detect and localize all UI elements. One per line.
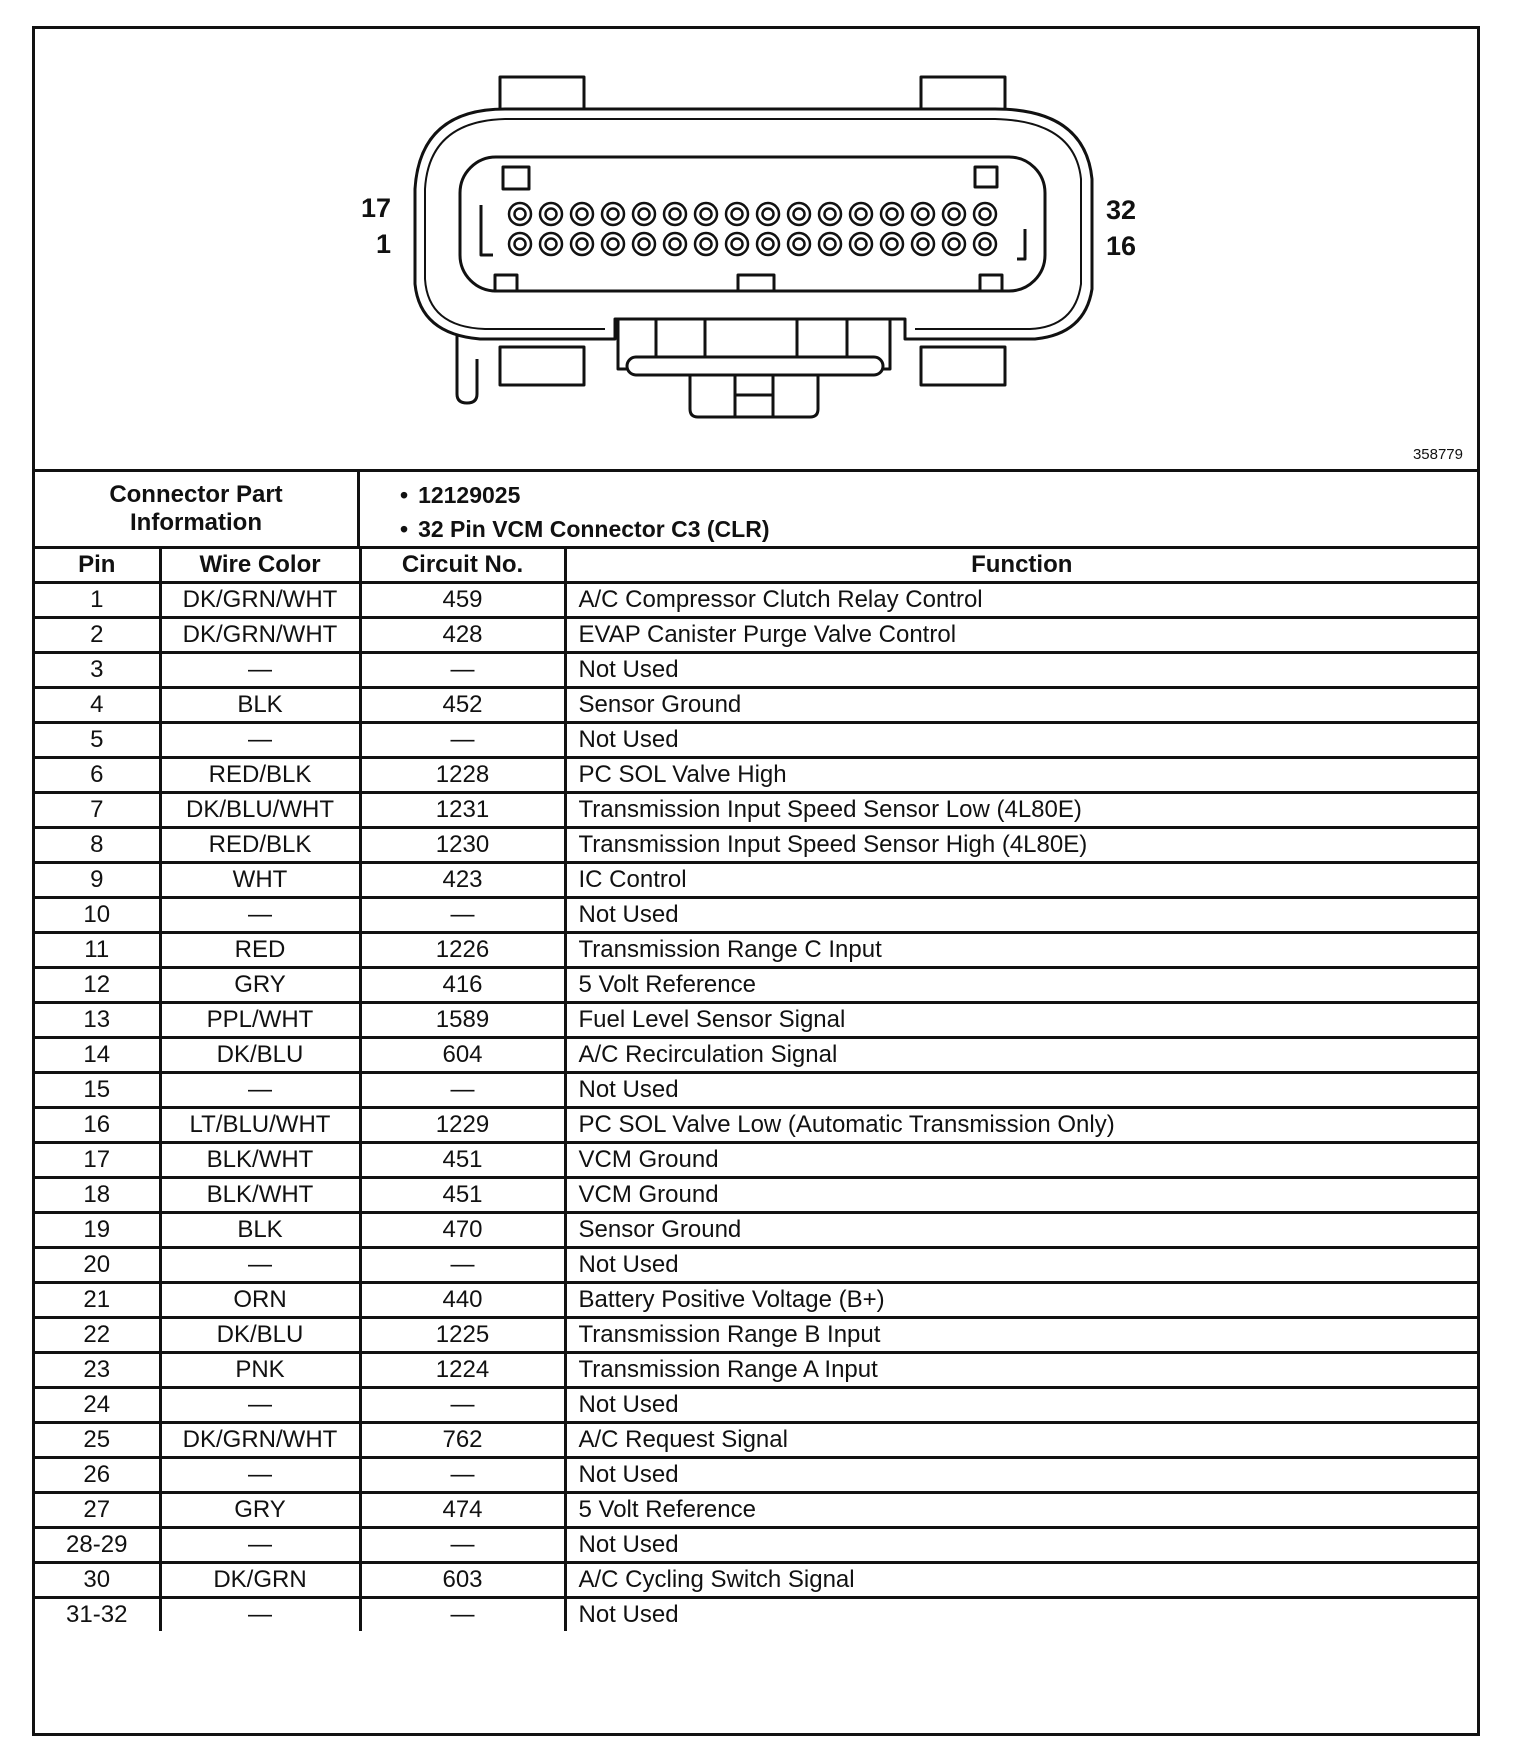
cell-wire-color: GRY xyxy=(160,968,360,1003)
cell-pin: 9 xyxy=(35,863,160,898)
cell-circuit-no: — xyxy=(360,898,565,933)
cell-wire-color: BLK xyxy=(160,1213,360,1248)
lock-bar xyxy=(627,357,883,375)
cell-pin: 1 xyxy=(35,583,160,618)
cell-function: VCM Ground xyxy=(565,1178,1477,1213)
connector-info-item: • 32 Pin VCM Connector C3 (CLR) xyxy=(400,516,770,542)
cell-function: VCM Ground xyxy=(565,1143,1477,1178)
cell-circuit-no: 451 xyxy=(360,1178,565,1213)
table-row xyxy=(35,1388,1477,1423)
cell-wire-color: WHT xyxy=(160,863,360,898)
cell-function: PC SOL Valve Low (Automatic Transmission Only) xyxy=(565,1108,1477,1143)
connector-info-label-line2: Information xyxy=(130,509,262,536)
pin-label-1: 1 xyxy=(376,229,392,259)
cell-circuit-no: — xyxy=(360,1528,565,1563)
cell-wire-color: — xyxy=(160,1248,360,1283)
cell-function: Not Used xyxy=(565,1528,1477,1563)
cell-function: 5 Volt Reference xyxy=(565,968,1477,1003)
cell-function: A/C Recirculation Signal xyxy=(565,1038,1477,1073)
cell-pin: 7 xyxy=(35,793,160,828)
cell-wire-color: — xyxy=(160,898,360,933)
cell-function: Transmission Range B Input xyxy=(565,1318,1477,1353)
table-row xyxy=(35,688,1477,723)
cell-pin: 19 xyxy=(35,1213,160,1248)
table-row xyxy=(35,653,1477,688)
cell-circuit-no: 440 xyxy=(360,1283,565,1318)
cell-wire-color: DK/GRN/WHT xyxy=(160,583,360,618)
cell-function: Not Used xyxy=(565,653,1477,688)
cell-wire-color: RED/BLK xyxy=(160,758,360,793)
cell-pin: 10 xyxy=(35,898,160,933)
bottom-left-latch xyxy=(500,347,584,385)
cell-wire-color: DK/GRN/WHT xyxy=(160,618,360,653)
header-wire-color: Wire Color xyxy=(160,549,360,583)
cell-pin: 2 xyxy=(35,618,160,653)
cell-circuit-no: 423 xyxy=(360,863,565,898)
cell-pin: 23 xyxy=(35,1353,160,1388)
table-row xyxy=(35,723,1477,758)
bottom-right-latch xyxy=(921,347,1005,385)
cell-circuit-no: 762 xyxy=(360,1423,565,1458)
cell-pin: 20 xyxy=(35,1248,160,1283)
cell-pin: 13 xyxy=(35,1003,160,1038)
cell-circuit-no: 603 xyxy=(360,1563,565,1598)
connector-face-drawing xyxy=(35,29,1477,469)
cell-wire-color: — xyxy=(160,1598,360,1632)
cell-circuit-no: 1228 xyxy=(360,758,565,793)
cell-circuit-no: — xyxy=(360,653,565,688)
cell-function: Not Used xyxy=(565,1248,1477,1283)
cell-wire-color: DK/GRN xyxy=(160,1563,360,1598)
cell-pin: 17 xyxy=(35,1143,160,1178)
cell-circuit-no: 470 xyxy=(360,1213,565,1248)
part-number: 12129025 xyxy=(418,482,521,508)
cell-wire-color: GRY xyxy=(160,1493,360,1528)
table-row xyxy=(35,1178,1477,1213)
cell-pin: 26 xyxy=(35,1458,160,1493)
cell-function: Sensor Ground xyxy=(565,1213,1477,1248)
cell-pin: 15 xyxy=(35,1073,160,1108)
cell-pin: 4 xyxy=(35,688,160,723)
cell-pin: 8 xyxy=(35,828,160,863)
cell-pin: 16 xyxy=(35,1108,160,1143)
connector-info-label xyxy=(35,472,360,546)
cell-wire-color: DK/BLU xyxy=(160,1038,360,1073)
cell-wire-color: PNK xyxy=(160,1353,360,1388)
table-row xyxy=(35,583,1477,618)
cell-wire-color: — xyxy=(160,723,360,758)
cell-wire-color: LT/BLU/WHT xyxy=(160,1108,360,1143)
document-sheet xyxy=(32,26,1480,1736)
cell-circuit-no: — xyxy=(360,1458,565,1493)
cell-circuit-no: 416 xyxy=(360,968,565,1003)
cell-function: Not Used xyxy=(565,1598,1477,1632)
cell-wire-color: DK/BLU/WHT xyxy=(160,793,360,828)
cell-circuit-no: — xyxy=(360,1598,565,1632)
cell-wire-color: BLK/WHT xyxy=(160,1143,360,1178)
cell-circuit-no: 604 xyxy=(360,1038,565,1073)
cell-circuit-no: 452 xyxy=(360,688,565,723)
cell-circuit-no: 474 xyxy=(360,1493,565,1528)
table-row xyxy=(35,863,1477,898)
cell-circuit-no: 1229 xyxy=(360,1108,565,1143)
cell-function: Not Used xyxy=(565,1458,1477,1493)
cell-circuit-no: 459 xyxy=(360,583,565,618)
table-row xyxy=(35,1248,1477,1283)
cell-circuit-no: — xyxy=(360,1248,565,1283)
cell-function: Transmission Range A Input xyxy=(565,1353,1477,1388)
cell-pin: 25 xyxy=(35,1423,160,1458)
connector-part-information xyxy=(35,472,1477,549)
cell-circuit-no: 1231 xyxy=(360,793,565,828)
cell-function: 5 Volt Reference xyxy=(565,1493,1477,1528)
connector-info-item: • 12129025 xyxy=(400,482,521,508)
table-row xyxy=(35,933,1477,968)
cell-pin: 30 xyxy=(35,1563,160,1598)
cell-function: IC Control xyxy=(565,863,1477,898)
pin-label-32: 32 xyxy=(1106,195,1137,225)
cell-wire-color: ORN xyxy=(160,1283,360,1318)
cell-pin: 24 xyxy=(35,1388,160,1423)
cell-circuit-no: 1226 xyxy=(360,933,565,968)
pin-label-17: 17 xyxy=(361,193,392,223)
connector-info-list xyxy=(360,472,1477,546)
table-row xyxy=(35,793,1477,828)
table-row xyxy=(35,1038,1477,1073)
table-row xyxy=(35,898,1477,933)
cell-wire-color: — xyxy=(160,1388,360,1423)
cell-pin: 18 xyxy=(35,1178,160,1213)
cell-function: Not Used xyxy=(565,1388,1477,1423)
cell-pin: 27 xyxy=(35,1493,160,1528)
cell-circuit-no: — xyxy=(360,1388,565,1423)
cell-pin: 31-32 xyxy=(35,1598,160,1632)
pin-label-16: 16 xyxy=(1106,231,1137,261)
header-circuit-no: Circuit No. xyxy=(360,549,565,583)
cell-pin: 21 xyxy=(35,1283,160,1318)
cell-pin: 6 xyxy=(35,758,160,793)
cell-pin: 22 xyxy=(35,1318,160,1353)
table-row xyxy=(35,1598,1477,1632)
table-row xyxy=(35,1458,1477,1493)
cell-circuit-no: 1230 xyxy=(360,828,565,863)
cell-wire-color: — xyxy=(160,1528,360,1563)
table-row xyxy=(35,1283,1477,1318)
cell-function: Transmission Input Speed Sensor Low (4L80E) xyxy=(565,793,1477,828)
cell-wire-color: RED xyxy=(160,933,360,968)
cell-pin: 11 xyxy=(35,933,160,968)
connector-diagram-panel xyxy=(35,29,1477,472)
cell-function: Not Used xyxy=(565,1073,1477,1108)
table-row xyxy=(35,1353,1477,1388)
cell-function: Not Used xyxy=(565,898,1477,933)
cell-function: Transmission Range C Input xyxy=(565,933,1477,968)
header-pin: Pin xyxy=(35,549,160,583)
cell-wire-color: BLK/WHT xyxy=(160,1178,360,1213)
cell-wire-color: — xyxy=(160,1458,360,1493)
table-row xyxy=(35,1003,1477,1038)
cell-function: Fuel Level Sensor Signal xyxy=(565,1003,1477,1038)
cell-circuit-no: 1224 xyxy=(360,1353,565,1388)
cell-circuit-no: 1225 xyxy=(360,1318,565,1353)
cell-function: Sensor Ground xyxy=(565,688,1477,723)
cell-function: Not Used xyxy=(565,723,1477,758)
cell-circuit-no: 1589 xyxy=(360,1003,565,1038)
table-row xyxy=(35,828,1477,863)
cell-wire-color: — xyxy=(160,653,360,688)
table-header-row xyxy=(35,549,1477,583)
table-row xyxy=(35,1213,1477,1248)
cell-pin: 3 xyxy=(35,653,160,688)
table-row xyxy=(35,1318,1477,1353)
table-row xyxy=(35,1143,1477,1178)
cell-pin: 12 xyxy=(35,968,160,1003)
cell-pin: 28-29 xyxy=(35,1528,160,1563)
cell-function: Transmission Input Speed Sensor High (4L80E) xyxy=(565,828,1477,863)
table-row xyxy=(35,758,1477,793)
cell-circuit-no: 451 xyxy=(360,1143,565,1178)
connector-info-label-line1: Connector Part xyxy=(109,481,283,508)
table-row xyxy=(35,1528,1477,1563)
cell-wire-color: BLK xyxy=(160,688,360,723)
cell-wire-color: DK/GRN/WHT xyxy=(160,1423,360,1458)
table-row xyxy=(35,1108,1477,1143)
figure-number: 358779 xyxy=(1412,446,1463,463)
cell-function: A/C Compressor Clutch Relay Control xyxy=(565,583,1477,618)
cell-pin: 14 xyxy=(35,1038,160,1073)
header-function: Function xyxy=(565,549,1477,583)
cell-function: A/C Cycling Switch Signal xyxy=(565,1563,1477,1598)
pinout-table xyxy=(35,549,1477,1631)
cell-wire-color: DK/BLU xyxy=(160,1318,360,1353)
cell-pin: 5 xyxy=(35,723,160,758)
table-row xyxy=(35,618,1477,653)
cell-circuit-no: — xyxy=(360,723,565,758)
cell-function: A/C Request Signal xyxy=(565,1423,1477,1458)
table-row xyxy=(35,968,1477,1003)
side-tab xyxy=(457,334,477,403)
table-row xyxy=(35,1563,1477,1598)
cell-wire-color: — xyxy=(160,1073,360,1108)
cell-circuit-no: 428 xyxy=(360,618,565,653)
cell-circuit-no: — xyxy=(360,1073,565,1108)
cell-wire-color: RED/BLK xyxy=(160,828,360,863)
connector-description: 32 Pin VCM Connector C3 (CLR) xyxy=(418,516,770,542)
cell-function: PC SOL Valve High xyxy=(565,758,1477,793)
cell-function: Battery Positive Voltage (B+) xyxy=(565,1283,1477,1318)
table-row xyxy=(35,1073,1477,1108)
cell-wire-color: PPL/WHT xyxy=(160,1003,360,1038)
table-row xyxy=(35,1493,1477,1528)
cell-function: EVAP Canister Purge Valve Control xyxy=(565,618,1477,653)
table-row xyxy=(35,1423,1477,1458)
